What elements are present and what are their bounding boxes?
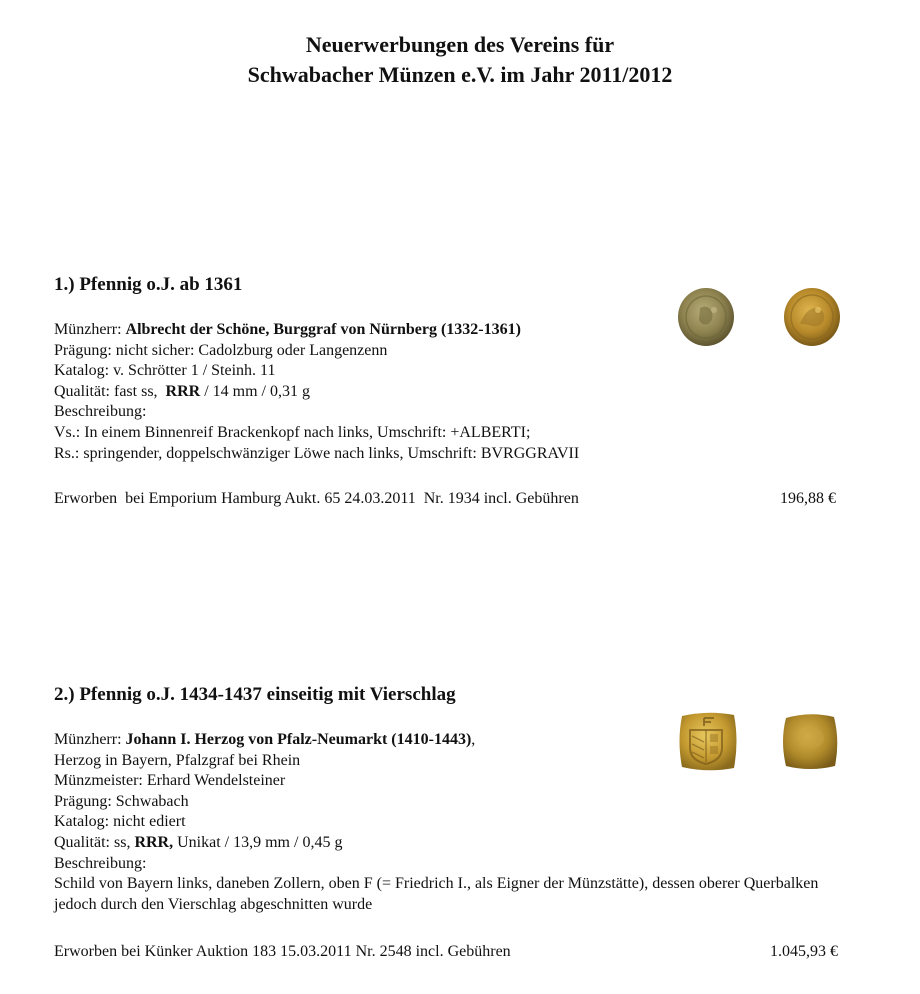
item-2-qualitaet-post: Unikat / 13,9 mm / 0,45 g xyxy=(173,833,343,851)
item-2-muenzherr xyxy=(54,730,874,751)
item-2-rarity: RRR, xyxy=(134,833,174,851)
item-2-muenzherr-label: Münzherr: xyxy=(54,731,126,748)
item-2-description: Schild von Bayern links, daneben Zollern, oben F (= Friedrich I., als Eigner der Münzstätte), dessen oberer Querbalken jedoch durch den Vierschlag abgeschnitten wurde xyxy=(54,875,819,913)
coin-2-reverse-image xyxy=(778,708,842,774)
item-1-rarity: RRR xyxy=(165,382,201,400)
item-2-beschreibung-label: Beschreibung: xyxy=(54,854,147,872)
item-1-muenzherr-label: Münzherr: xyxy=(54,321,126,338)
item-1-price: 196,88 € xyxy=(780,490,836,507)
item-1-acquisition: Erworben bei Emporium Hamburg Aukt. 65 24.03.2011 Nr. 1934 incl. Gebühren xyxy=(54,490,579,507)
item-2-praegung: Prägung: Schwabach xyxy=(54,792,189,810)
item-1-praegung: Prägung: nicht sicher: Cadolzburg oder Langenzenn xyxy=(54,341,388,359)
coin-1-reverse-image xyxy=(782,286,842,348)
coin-1-obverse-image xyxy=(676,286,736,348)
item-2-price: 1.045,93 € xyxy=(770,943,838,960)
item-1-qualitaet xyxy=(54,382,874,403)
item-1-muenzherr xyxy=(54,320,874,341)
item-2-heading: 2.) Pfennig o.J. 1434-1437 einseitig mit Vierschlag xyxy=(54,684,456,705)
item-1-heading: 1.) Pfennig o.J. ab 1361 xyxy=(54,274,243,295)
item-1-qualitaet-post: / 14 mm / 0,31 g xyxy=(200,382,310,400)
item-2-katalog: Katalog: nicht ediert xyxy=(54,813,186,831)
page-title xyxy=(0,30,920,90)
page-title-line-1: Neuerwerbungen des Vereins für xyxy=(305,32,615,57)
item-1-reverse: Rs.: springender, doppelschwänziger Löwe nach links, Umschrift: BVRGGRAVII xyxy=(54,444,580,462)
item-2-muenzherr-name: Johann I. Herzog von Pfalz-Neumarkt (1410-1443) xyxy=(125,731,472,748)
item-1-katalog: Katalog: v. Schrötter 1 / Steinh. 11 xyxy=(54,362,276,380)
item-2-muenzmeister: Münzmeister: Erhard Wendelsteiner xyxy=(54,772,286,790)
page-title-line-2: Schwabacher Münzen e.V. im Jahr 2011/2012 xyxy=(247,62,673,87)
item-1-obverse: Vs.: In einem Binnenreif Brackenkopf nach links, Umschrift: +ALBERTI; xyxy=(54,423,531,441)
item-1-details xyxy=(54,320,874,464)
coin-2-obverse-image xyxy=(676,708,740,774)
item-2-muenzherr-suffix: , xyxy=(471,731,476,748)
item-1-beschreibung-label: Beschreibung: xyxy=(54,403,147,421)
item-2-acquisition: Erworben bei Künker Auktion 183 15.03.2011 Nr. 2548 incl. Gebühren xyxy=(54,943,511,960)
item-2-qualitaet-pre: Qualität: ss, xyxy=(54,833,135,851)
item-1-qualitaet-pre: Qualität: fast ss, xyxy=(54,382,166,400)
item-2-herzog: Herzog in Bayern, Pfalzgraf bei Rhein xyxy=(54,751,301,769)
item-2-details xyxy=(54,730,874,915)
item-1-muenzherr-name: Albrecht der Schöne, Burggraf von Nürnberg (1332-1361) xyxy=(125,321,521,338)
item-2-qualitaet xyxy=(54,833,874,854)
